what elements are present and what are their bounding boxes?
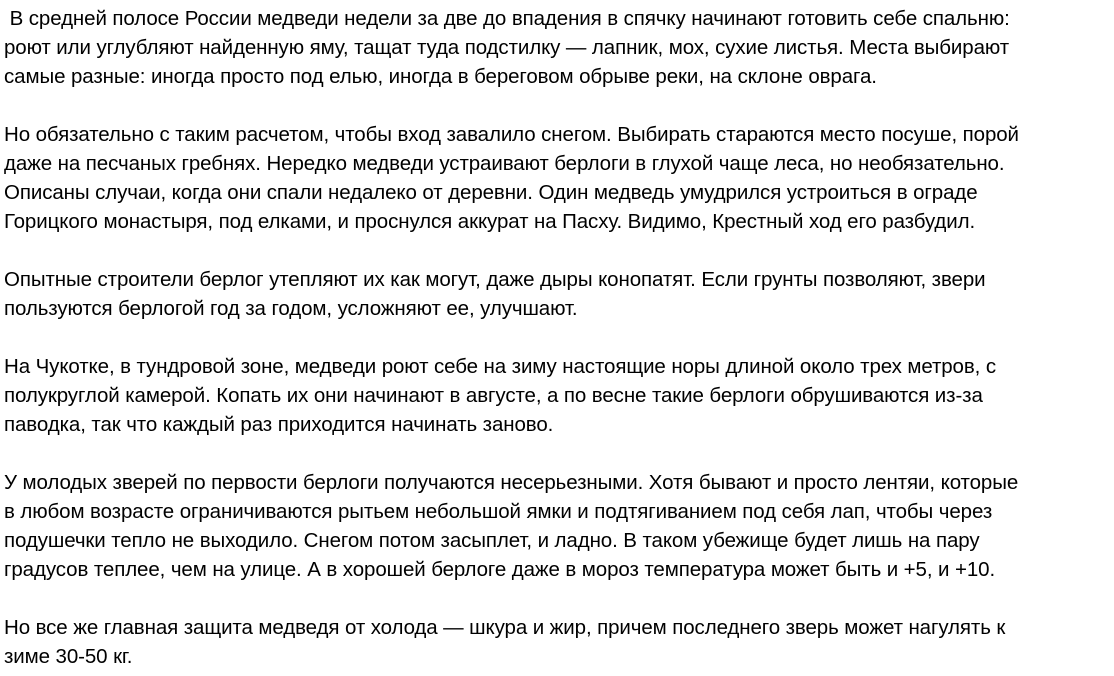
text-line: паводка, так что каждый раз приходится начинать заново. [4,413,554,436]
text-line: зиме 30-50 кг. [4,645,133,668]
paragraph-4 [4,352,1108,439]
paragraph-6 [4,613,1108,671]
text-line: На Чукотке, в тундровой зоне, медведи роют себе на зиму настоящие норы длиной около трех метров, с [4,355,996,378]
text-line: Опытные строители берлог утепляют их как могут, даже дыры конопатят. Если грунты позволяют, звери [4,268,986,291]
text-line: в любом возрасте ограничиваются рытьем небольшой ямки и подтягиванием под себя лап, чтобы через [4,500,993,523]
text-line: подушечки тепло не выходило. Снегом потом засыплет, и ладно. В таком убежище будет лишь на пару [4,529,980,552]
paragraph-spacer [4,323,1108,352]
text-line: У молодых зверей по первости берлоги получаются несерьезными. Хотя бывают и просто лентяи, которые [4,471,1019,494]
text-line: градусов теплее, чем на улице. А в хорошей берлоге даже в мороз температура может быть и +5, и +10. [4,558,996,581]
text-line: В средней полосе России медведи недели за две до впадения в спячку начинают готовить себе спальню: [4,7,1010,30]
paragraph-2 [4,120,1108,236]
text-line: даже на песчаных гребнях. Нередко медведи устраивают берлоги в глухой чаще леса, но необязательно. [4,152,1005,175]
text-line: Горицкого монастыря, под елками, и проснулся аккурат на Пасху. Видимо, Крестный ход его разбудил. [4,210,976,233]
paragraph-5 [4,468,1108,584]
text-line: пользуются берлогой год за годом, усложняют ее, улучшают. [4,297,578,320]
paragraph-spacer [4,584,1108,613]
text-line: Но обязательно с таким расчетом, чтобы вход завалило снегом. Выбирать стараются место посуше, порой [4,123,1019,146]
paragraph-1 [4,4,1108,91]
text-line: полукруглой камерой. Копать их они начинают в августе, а по весне такие берлоги обрушиваются из-за [4,384,983,407]
paragraph-spacer [4,91,1108,120]
paragraph-spacer [4,439,1108,468]
text-line: роют или углубляют найденную яму, тащат туда подстилку — лапник, мох, сухие листья. Места выбирают [4,36,1009,59]
text-line: Описаны случаи, когда они спали недалеко от деревни. Один медведь умудрился устроиться в ограде [4,181,978,204]
text-line: самые разные: иногда просто под елью, иногда в береговом обрыве реки, на склоне оврага. [4,65,877,88]
paragraph-3 [4,265,1108,323]
document-body [4,4,1108,671]
paragraph-spacer [4,236,1108,265]
text-line: Но все же главная защита медведя от холода — шкура и жир, причем последнего зверь может нагулять к [4,616,1006,639]
